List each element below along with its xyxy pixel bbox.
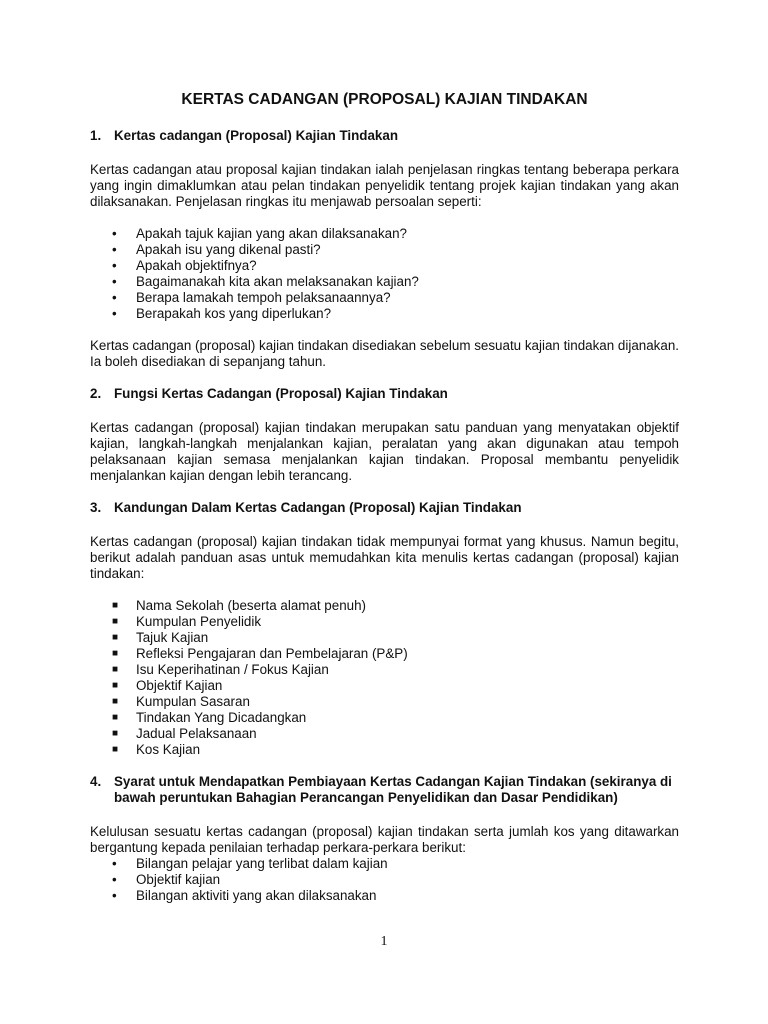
bullet-icon: • xyxy=(112,290,117,305)
list-item-text: Bilangan aktiviti yang akan dilaksanakan xyxy=(136,888,377,903)
section-1 xyxy=(90,128,679,370)
list-item-text: Berapakah kos yang diperlukan? xyxy=(136,306,332,321)
section-paragraph: Kelulusan sesuatu kertas cadangan (proposal) kajian tindakan serta jumlah kos yang ditawarkan bergantung kepada penilaian terhadap perkara-perkara berikut: xyxy=(90,824,679,855)
list-item-text: Apakah isu yang dikenal pasti? xyxy=(136,242,321,257)
list-item xyxy=(112,872,679,888)
list-item-text: Berapa lamakah tempoh pelaksanaannya? xyxy=(136,290,391,305)
square-bullet-list xyxy=(112,598,679,758)
list-item xyxy=(112,726,679,742)
list-item xyxy=(112,662,679,678)
square-bullet-icon: ■ xyxy=(112,600,119,611)
list-item-text: Apakah tajuk kajian yang akan dilaksanakan? xyxy=(136,226,407,241)
square-bullet-icon: ■ xyxy=(112,648,119,659)
list-item xyxy=(112,646,679,662)
list-item-text: Isu Keperihatinan / Fokus Kajian xyxy=(136,662,329,677)
section-paragraph: Kertas cadangan (proposal) kajian tindakan disediakan sebelum sesuatu kajian tindakan dijanakan. Ia boleh disediakan di sepanjang tahun. xyxy=(90,338,679,369)
list-item xyxy=(112,274,679,290)
list-item-text: Bagaimanakah kita akan melaksanakan kajian? xyxy=(136,274,419,289)
list-item-text: Kumpulan Penyelidik xyxy=(136,614,262,629)
section-number: 3. xyxy=(90,500,102,515)
list-item xyxy=(112,290,679,306)
section-paragraph: Kertas cadangan (proposal) kajian tindakan merupakan satu panduan yang menyatakan objektif kajian, langkah-langkah menjalankan kajian, peralatan yang akan digunakan atau tempoh pelaksanaan kajian semasa menjalankan kajian tindakan. Proposal membantu penyelidik menjalankan kajian dengan lebih terancang. xyxy=(90,420,679,483)
bullet-icon: • xyxy=(112,306,117,321)
list-item xyxy=(112,742,679,758)
section-3 xyxy=(90,500,679,758)
section-number: 2. xyxy=(90,386,102,401)
page-number: 1 xyxy=(380,934,388,949)
square-bullet-icon: ■ xyxy=(112,728,119,739)
list-item xyxy=(112,710,679,726)
list-item-text: Apakah objektifnya? xyxy=(136,258,257,273)
section-paragraph: Kertas cadangan (proposal) kajian tindakan tidak mempunyai format yang khusus. Namun begitu, berikut adalah panduan asas untuk memudahkan kita menulis kertas cadangan (proposal) kajian tindakan: xyxy=(90,534,679,581)
bullet-icon: • xyxy=(112,856,117,871)
list-item xyxy=(112,226,679,242)
section-title: Syarat untuk Mendapatkan Pembiayaan Kertas Cadangan Kajian Tindakan (sekiranya di bawah peruntukan Bahagian Perancangan Penyelidikan dan Dasar Pendidikan) xyxy=(114,774,672,805)
section-4 xyxy=(90,774,679,904)
list-item xyxy=(112,888,679,904)
list-item-text: Tajuk Kajian xyxy=(136,630,209,645)
square-bullet-icon: ■ xyxy=(112,696,119,707)
bullet-icon: • xyxy=(112,872,117,887)
section-heading xyxy=(90,128,679,144)
list-item-text: Kos Kajian xyxy=(136,742,201,757)
list-item xyxy=(112,856,679,872)
list-item xyxy=(112,242,679,258)
square-bullet-icon: ■ xyxy=(112,664,119,675)
bullet-icon: • xyxy=(112,258,117,273)
section-heading xyxy=(90,500,679,516)
square-bullet-icon: ■ xyxy=(112,632,119,643)
list-item xyxy=(112,694,679,710)
document-title: KERTAS CADANGAN (PROPOSAL) KAJIAN TINDAKAN xyxy=(181,91,588,108)
section-title: Kandungan Dalam Kertas Cadangan (Proposal) Kajian Tindakan xyxy=(114,500,522,515)
section-title: Kertas cadangan (Proposal) Kajian Tindakan xyxy=(114,128,399,143)
list-item-text: Objektif kajian xyxy=(136,872,221,887)
list-item-text: Tindakan Yang Dicadangkan xyxy=(136,710,307,725)
section-paragraph: Kertas cadangan atau proposal kajian tindakan ialah penjelasan ringkas tentang beberapa perkara yang ingin dimaklumkan atau pelan tindakan penyelidik tentang projek kajian tindakan yang akan dilaksanakan. Penjelasan ringkas itu menjawab persoalan seperti: xyxy=(90,162,679,209)
list-item xyxy=(112,306,679,322)
list-item xyxy=(112,614,679,630)
section-number: 4. xyxy=(90,774,102,789)
square-bullet-icon: ■ xyxy=(112,616,119,627)
list-item-text: Objektif Kajian xyxy=(136,678,223,693)
list-item-text: Nama Sekolah (beserta alamat penuh) xyxy=(136,598,367,613)
bullet-icon: • xyxy=(112,242,117,257)
list-item xyxy=(112,630,679,646)
list-item xyxy=(112,258,679,274)
list-item xyxy=(112,598,679,614)
square-bullet-icon: ■ xyxy=(112,744,119,755)
bullet-icon: • xyxy=(112,274,117,289)
section-number: 1. xyxy=(90,128,102,143)
list-item-text: Refleksi Pengajaran dan Pembelajaran (P&P) xyxy=(136,646,408,661)
list-item-text: Bilangan pelajar yang terlibat dalam kajian xyxy=(136,856,388,871)
list-item-text: Kumpulan Sasaran xyxy=(136,694,250,709)
section-2 xyxy=(90,386,679,484)
bullet-list xyxy=(112,226,679,322)
document-body xyxy=(90,90,679,904)
section-heading xyxy=(90,774,679,806)
section-heading xyxy=(90,386,679,402)
list-item-text: Jadual Pelaksanaan xyxy=(136,726,257,741)
list-item xyxy=(112,678,679,694)
square-bullet-icon: ■ xyxy=(112,680,119,691)
bullet-icon: • xyxy=(112,888,117,903)
bullet-icon: • xyxy=(112,226,117,241)
bullet-list xyxy=(112,856,679,904)
section-title: Fungsi Kertas Cadangan (Proposal) Kajian Tindakan xyxy=(114,386,448,401)
square-bullet-icon: ■ xyxy=(112,712,119,723)
